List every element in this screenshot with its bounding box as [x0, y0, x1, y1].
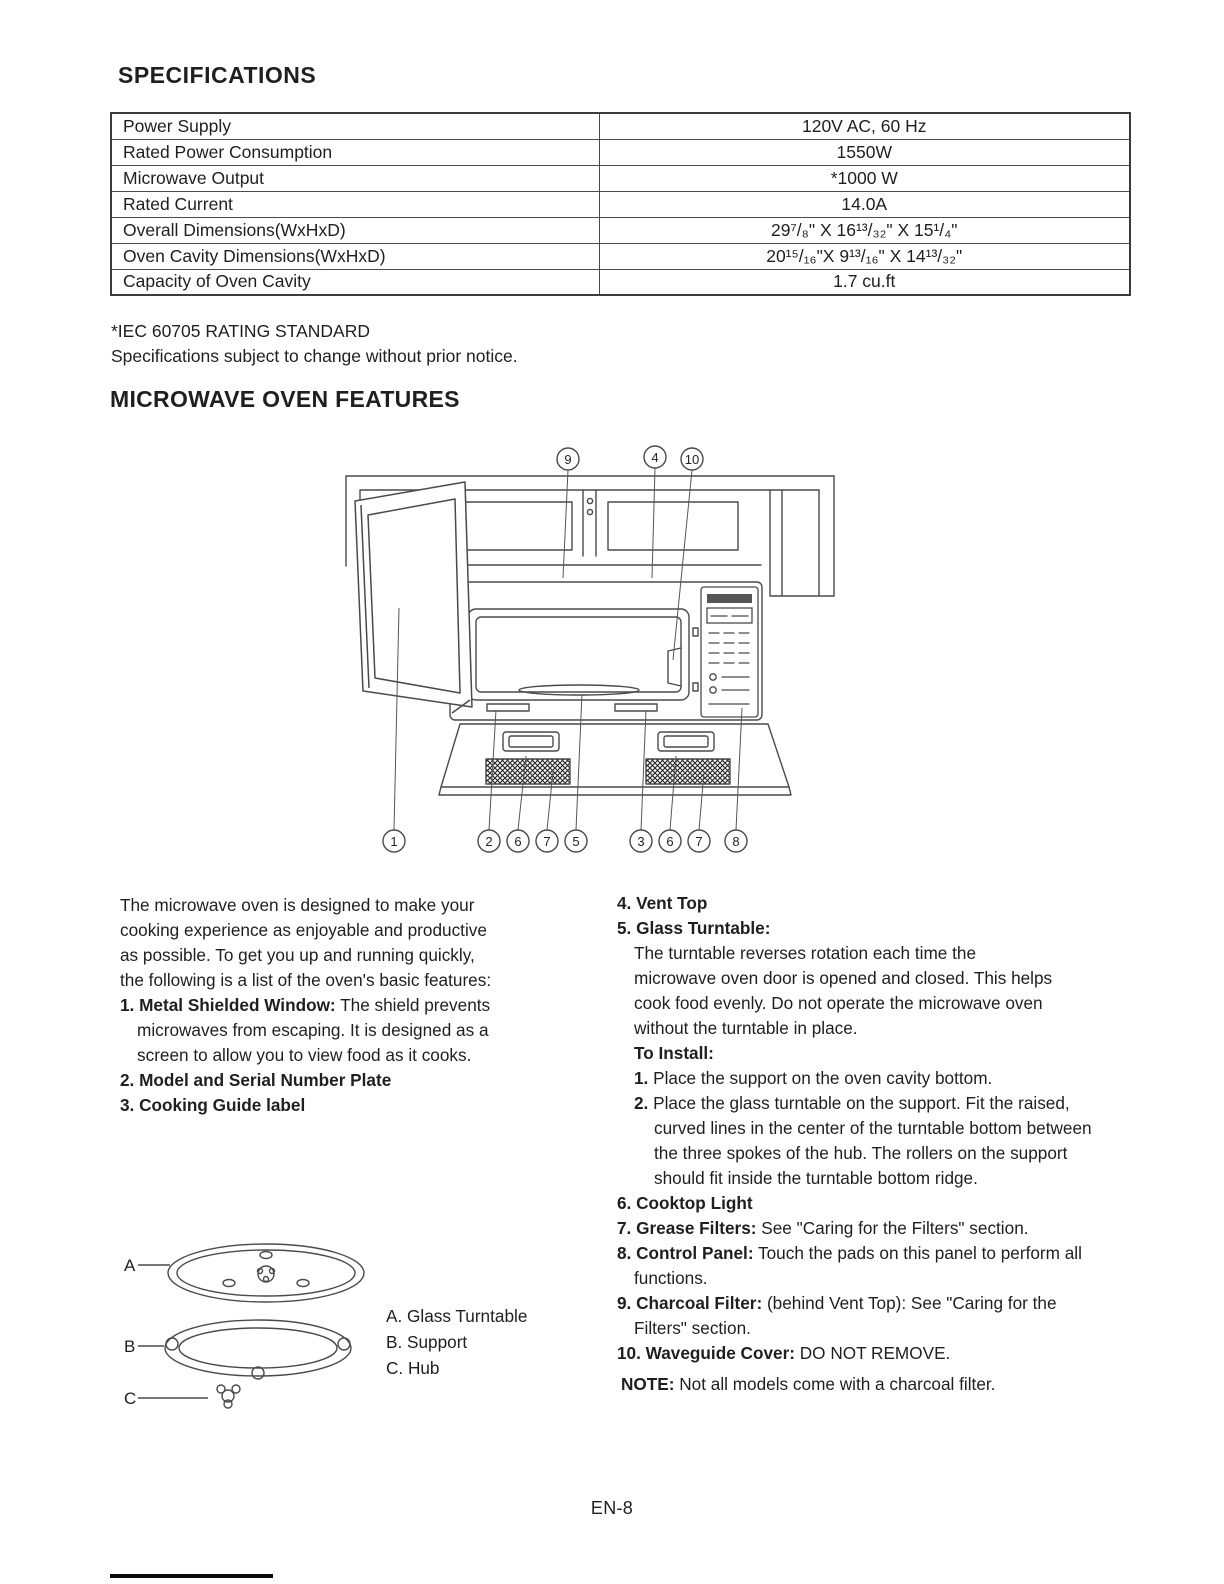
table-row — [111, 139, 1130, 165]
install-heading: To Install: — [634, 1043, 714, 1063]
table-row — [111, 243, 1130, 269]
install-step-1: 1. Place the support on the oven cavity bottom. — [634, 1068, 993, 1088]
spec-value: 1550W — [599, 139, 1130, 165]
feature-item-8: 8. Control Panel: Touch the pads on this panel to perform all functions. — [617, 1243, 1082, 1288]
table-row — [111, 165, 1130, 191]
callout-number: 7 — [695, 834, 703, 849]
grease-filter-shape — [486, 759, 570, 784]
feature-item-1: 1. Metal Shielded Window: The shield prevents microwaves from escaping. It is designed as a screen to allow you to view food as it cooks. — [120, 995, 491, 1065]
spec-value: 120V AC, 60 Hz — [599, 113, 1130, 139]
table-row — [111, 191, 1130, 217]
feature-item-4: 4. Vent Top — [617, 893, 708, 913]
microwave-oven-diagram — [300, 438, 920, 868]
feature-item-6: 6. Cooktop Light — [617, 1193, 753, 1213]
callout-number: 5 — [572, 834, 580, 849]
turntable-part-labels — [124, 1256, 136, 1408]
specifications-heading: SPECIFICATIONS — [118, 62, 317, 88]
oven-door-shape — [355, 482, 472, 713]
spec-label: Rated Current — [111, 191, 599, 217]
feature-item-3: 3. Cooking Guide label — [120, 1095, 306, 1115]
feature-item-2: 2. Model and Serial Number Plate — [120, 1070, 392, 1090]
feature-item-5: 5. Glass Turntable: — [617, 918, 771, 938]
install-step-2: 2. Place the glass turntable on the support. Fit the raised, curved lines in the center of the turntable bottom between the three spokes of the hub. The rollers on the support should fit inside the turntable bottom ridge. — [634, 1093, 1092, 1188]
callout-number: 3 — [637, 834, 645, 849]
legend-item: A. Glass Turntable — [386, 1306, 528, 1326]
grease-filter-shape — [646, 759, 730, 784]
features-heading: MICROWAVE OVEN FEATURES — [110, 386, 460, 412]
spec-value: 14.0A — [599, 191, 1130, 217]
callout-number: 9 — [564, 452, 572, 467]
feature-item-9: 9. Charcoal Filter: (behind Vent Top): See "Caring for the Filters" section. — [617, 1293, 1057, 1338]
part-label-b: B — [124, 1337, 136, 1356]
callout-number: 4 — [651, 450, 659, 465]
feature-item-10: 10. Waveguide Cover: DO NOT REMOVE. — [617, 1343, 951, 1363]
spec-value: 29⁷/₈" X 16¹³/₃₂" X 15¹/₄" — [599, 217, 1130, 243]
spec-label: Oven Cavity Dimensions(WxHxD) — [111, 243, 599, 269]
legend-item: B. Support — [386, 1332, 468, 1352]
charcoal-filter-note: NOTE: Not all models come with a charcoal filter. — [621, 1374, 996, 1394]
callout-number: 1 — [390, 834, 398, 849]
callout-number: 8 — [732, 834, 740, 849]
specifications-table — [110, 112, 1131, 296]
turntable-shapes — [138, 1244, 364, 1408]
feature-item-5-text: The turntable reverses rotation each time the microwave oven door is opened and closed. This helps cook food evenly. Do not operate the microwave oven without the turntable in place. — [634, 943, 1053, 1038]
change-notice: Specifications subject to change without prior notice. — [111, 346, 518, 366]
features-left-column — [120, 893, 492, 1118]
spec-label: Rated Power Consumption — [111, 139, 599, 165]
features-intro: The microwave oven is designed to make your cooking experience as enjoyable and productive as possible. To get you up and running quickly, the following is a list of the oven's basic features: — [120, 895, 492, 990]
features-right-column — [617, 891, 1114, 1397]
scan-artifact-bar — [110, 1574, 273, 1578]
part-label-a: A — [124, 1256, 136, 1275]
spec-label: Power Supply — [111, 113, 599, 139]
callout-number: 10 — [684, 452, 700, 467]
table-row — [111, 113, 1130, 139]
legend-item: C. Hub — [386, 1358, 440, 1378]
spec-value: 1.7 cu.ft — [599, 269, 1130, 295]
turntable-legend — [386, 1303, 527, 1381]
spec-label: Capacity of Oven Cavity — [111, 269, 599, 295]
table-row — [111, 269, 1130, 295]
callout-number: 6 — [514, 834, 522, 849]
part-label-c: C — [124, 1389, 137, 1408]
table-row — [111, 217, 1130, 243]
spec-value: 20¹⁵/₁₆"X 9¹³/₁₆" X 14¹³/₃₂" — [599, 243, 1130, 269]
turntable-parts-diagram — [108, 1232, 390, 1422]
spec-label: Microwave Output — [111, 165, 599, 191]
spec-value: *1000 W — [599, 165, 1130, 191]
callout-number: 2 — [485, 834, 493, 849]
page-number: EN-8 — [590, 1498, 634, 1518]
feature-item-7: 7. Grease Filters: See "Caring for the Filters" section. — [617, 1218, 1029, 1238]
iec-rating-note: *IEC 60705 RATING STANDARD — [111, 321, 371, 341]
glass-turntable-part — [168, 1244, 364, 1302]
callout-number: 6 — [666, 834, 674, 849]
spec-label: Overall Dimensions(WxHxD) — [111, 217, 599, 243]
callout-number: 7 — [543, 834, 551, 849]
